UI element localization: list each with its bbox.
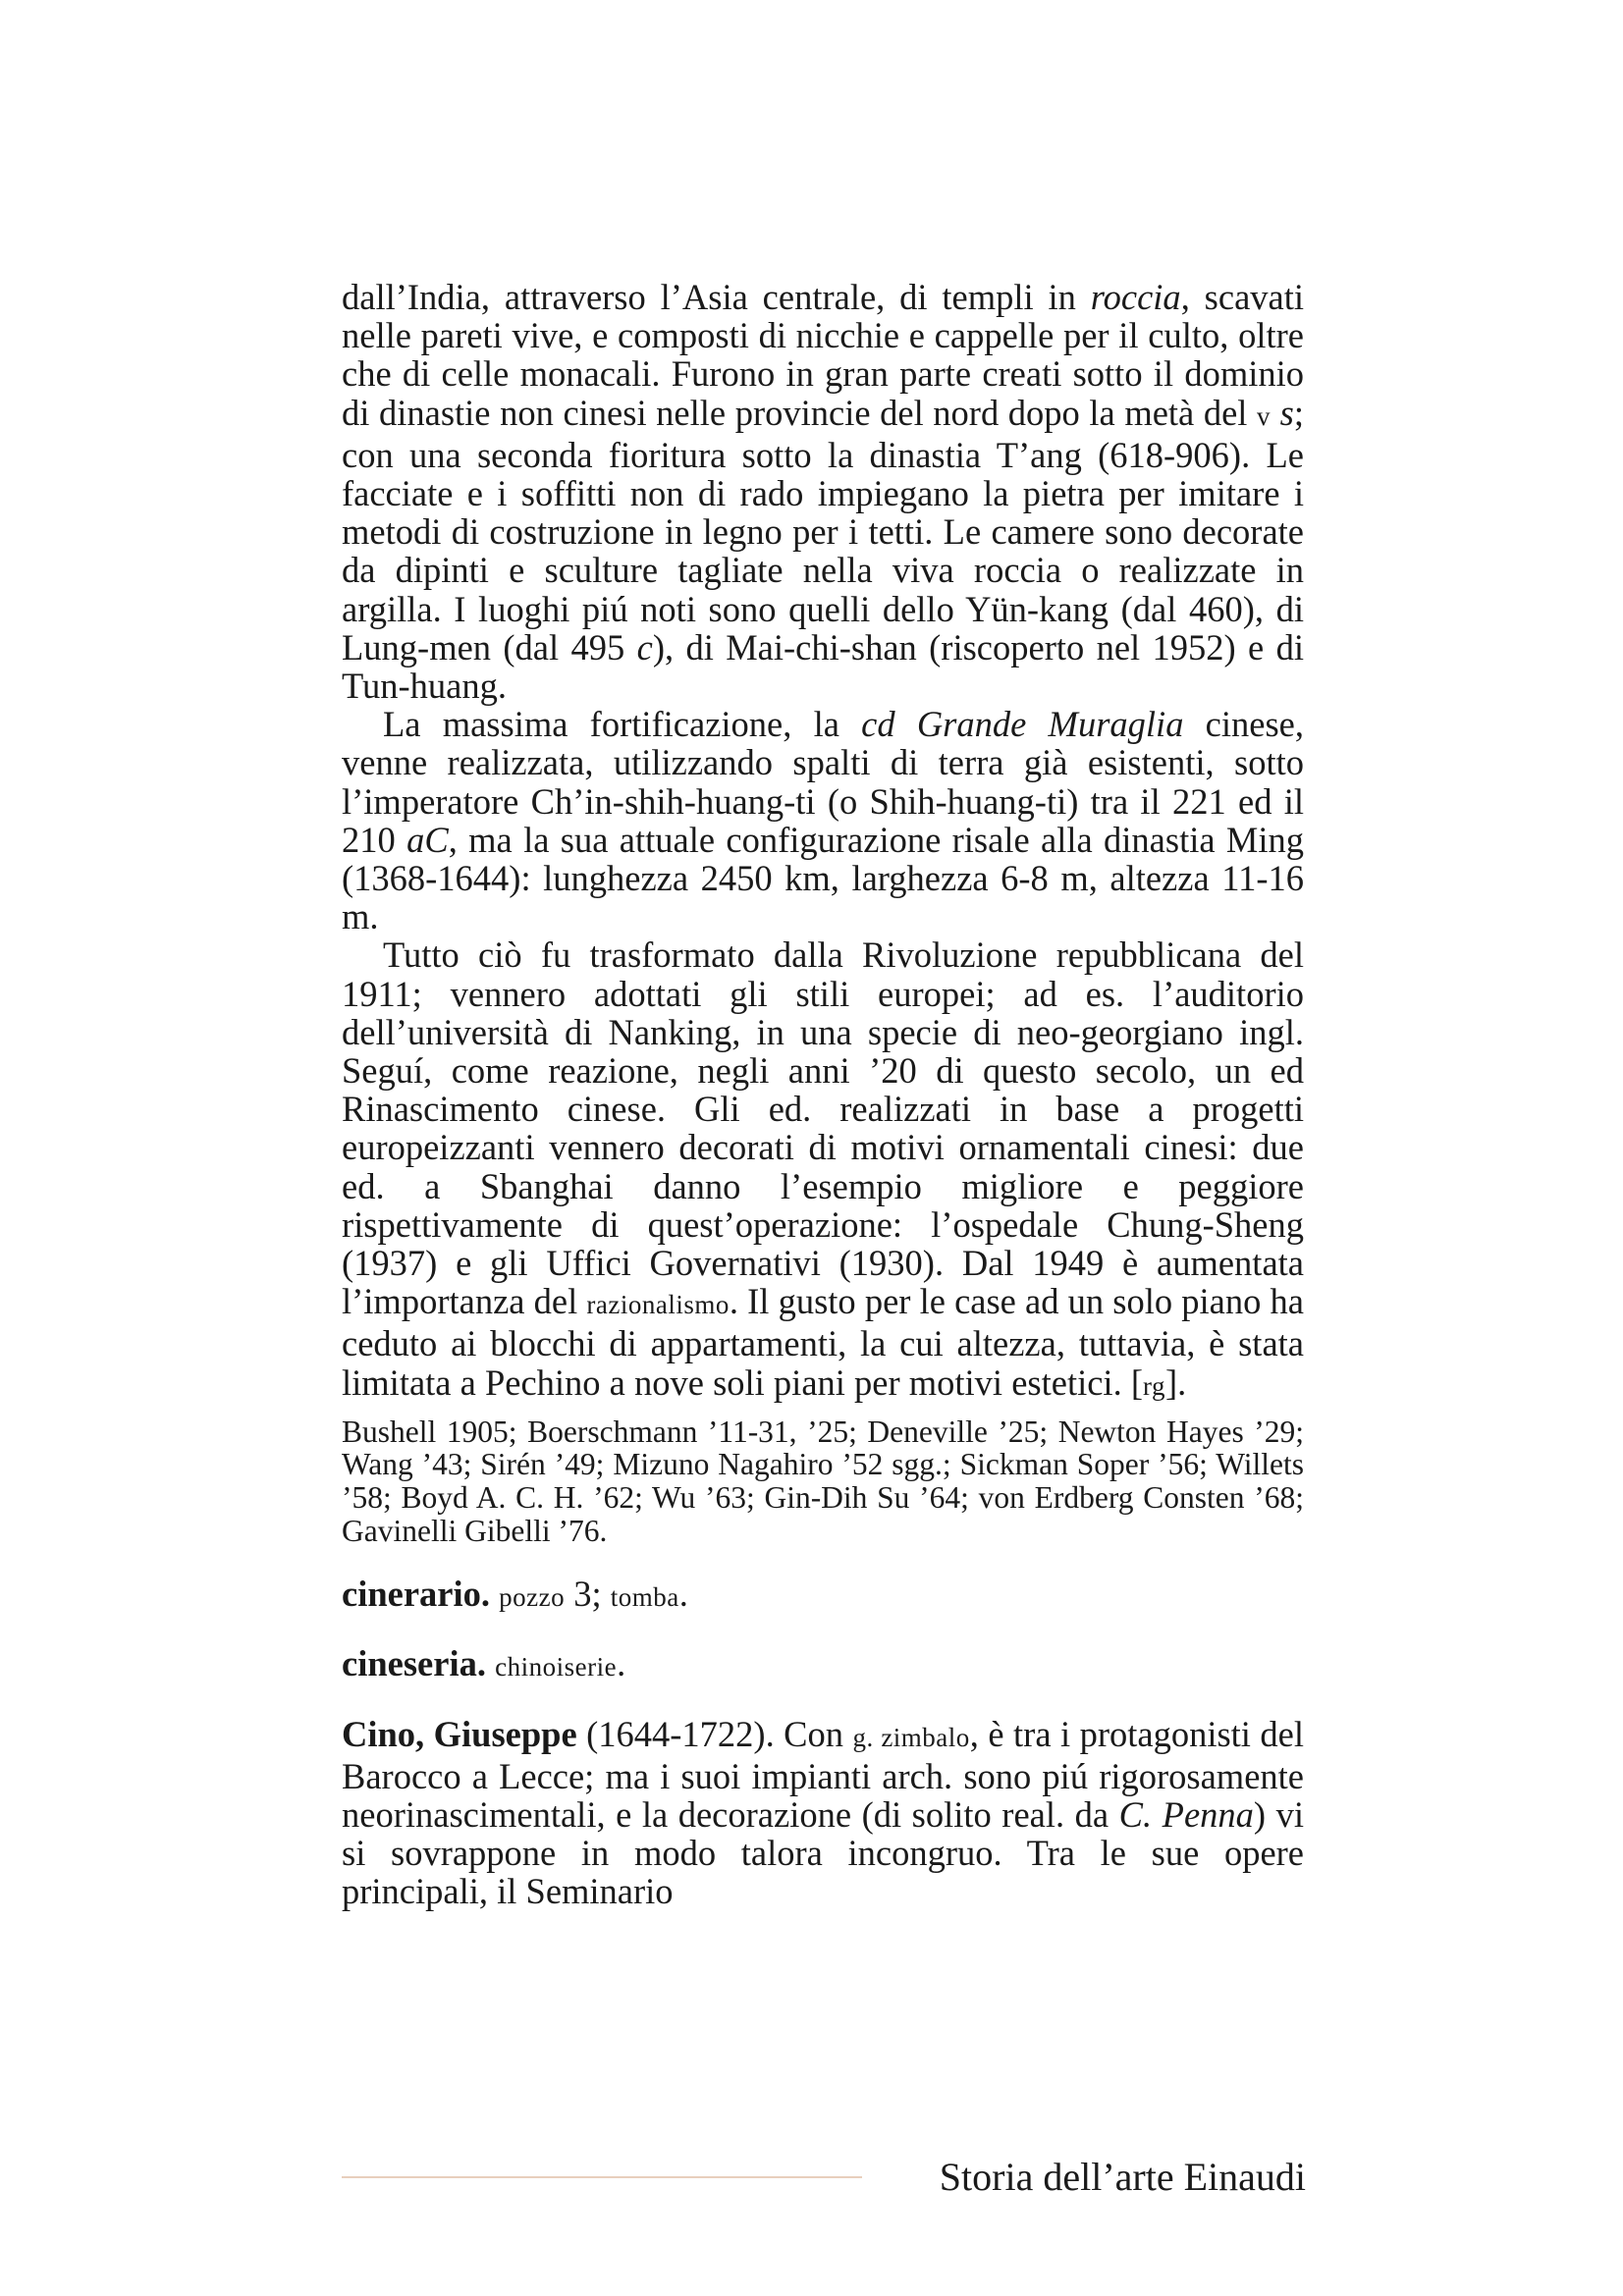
entry-cineseria: cineseria. chinoiserie. xyxy=(342,1643,626,1684)
entry-headword: Cino, Giuseppe xyxy=(342,1713,577,1754)
cross-reference: g. zimbalo xyxy=(852,1722,970,1752)
article-body xyxy=(342,278,1304,1911)
paragraph-1: dall’India, attraverso l’Asia centrale, di templi in roccia, scavati nelle pareti vive, e composti di nicchie e cappelle per il culto, oltre che di celle monacali. Furono in gran parte creati sotto il dominio di dinastie non cinesi nelle provincie del nord dopo la metà del v s; con una seconda fioritura sotto la dinastia T’ang (618-906). Le facciate e i soffitti non di rado impiegano la pietra per imitare i metodi di costruzione in legno per i tetti. Le camere sono decorate da dipinti e sculture tagliate nella viva roccia o realizzate in argilla. I luoghi piú noti sono quelli dello Yün-kang (dal 460), di Lung-men (dal 495 c), di Mai-chi-shan (riscoperto nel 1952) e di Tun-huang. xyxy=(342,277,1305,707)
cross-reference: pozzo xyxy=(499,1582,566,1613)
cross-reference: chinoiserie xyxy=(495,1652,618,1682)
entry-cinerario: cinerario. pozzo 3; tomba. xyxy=(342,1574,688,1615)
bibliography: Bushell 1905; Boerschmann ’11-31, ’25; Deneville ’25; Newton Hayes ’29; Wang ’43; Sirén ’49; Mizuno Nagahiro ’52 sgg.; Sickman Soper ’56; Willets ’58; Boyd A. C. H. ’62; Wu ’63; Gin-Dih Su ’64; von Erdberg Consten ’68; Gavinelli Gibelli ’76. xyxy=(342,1414,1304,1548)
entry-headword: cinerario. xyxy=(342,1574,491,1615)
entry-headword: cineseria. xyxy=(342,1643,486,1684)
cross-reference: tomba xyxy=(610,1582,679,1613)
footer-divider xyxy=(342,2176,862,2178)
paragraph-3: Tutto ciò fu trasformato dalla Rivoluzione repubblicana del 1911; vennero adottati gli stili europei; ad es. l’auditorio dell’università di Nanking, in una specie di neo-georgiano ingl. Seguí, come reazione, negli anni ’20 di questo secolo, un ed Rinascimento cinese. Gli ed. realizzati in base a progetti europeizzanti vennero decorati di motivi ornamentali cinesi: due ed. a Sbanghai danno l’esempio migliore e peggiore rispettivamente di quest’operazione: l’ospedale Chung-Sheng (1937) e gli Uffici Governativi (1930). Dal 1949 è aumentata l’importanza del razionalismo. Il gusto per le case ad un solo piano ha ceduto ai blocchi di appartamenti, la cui altezza, tuttavia, è stata limitata a Pechino a nove soli piani per motivi estetici. [rg]. xyxy=(342,934,1304,1403)
paragraph-2: La massima fortificazione, la cd Grande Muraglia cinese, venne realizzata, utilizzando spalti di terra già esistenti, sotto l’imperatore Ch’in-shih-huang-ti (o Shih-huang-ti) tra il 221 ed il 210 aC, ma la sua attuale configurazione risale alla dinastia Ming (1368-1644): lunghezza 2450 km, larghezza 6-8 m, altezza 11-16 m. xyxy=(342,704,1304,937)
footer-title: Storia dell’arte Einaudi xyxy=(939,2155,1306,2199)
entry-cino-giuseppe: Cino, Giuseppe (1644-1722). Con g. zimbalo, è tra i protagonisti del Barocco a Lecce; ma i suoi impianti arch. sono piú rigorosamente neorinascimentali, e la decorazione (di solito real. da C. Penna) vi si sovrappone in modo talora incongruo. Tra le sue opere principali, il Seminario xyxy=(342,1713,1305,1912)
